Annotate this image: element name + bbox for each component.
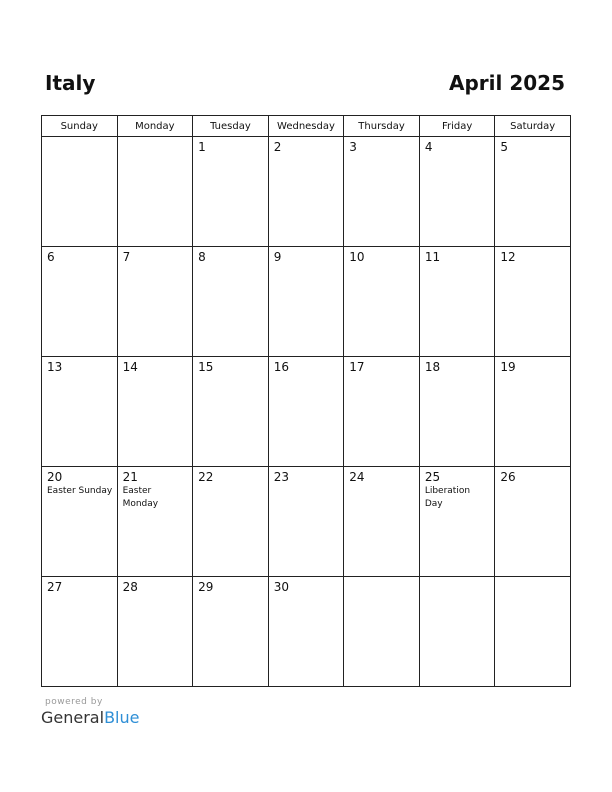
day-cell [419, 577, 495, 687]
day-cell [193, 577, 269, 687]
day-cell [419, 137, 495, 247]
powered-by-label: powered by [45, 697, 103, 707]
day-cell [193, 467, 269, 577]
day-cell [344, 467, 420, 577]
day-number: 19 [500, 360, 516, 374]
day-cell [495, 247, 571, 357]
day-cell [117, 247, 193, 357]
day-number: 22 [198, 470, 214, 484]
footer [41, 697, 139, 727]
day-number: 6 [47, 250, 55, 264]
week-row [42, 467, 571, 577]
day-number: 27 [47, 580, 63, 594]
day-cell [268, 357, 344, 467]
weekday-saturday: Saturday [495, 116, 571, 137]
weekday-header-row [42, 116, 571, 137]
day-cell [268, 467, 344, 577]
day-cell [193, 247, 269, 357]
day-cell [42, 577, 118, 687]
day-number: 7 [122, 250, 131, 264]
holiday-label: Liberation Day [424, 486, 471, 509]
day-number: 16 [273, 360, 289, 374]
day-cell [495, 577, 571, 687]
day-number: 26 [500, 470, 516, 484]
day-cell [42, 247, 118, 357]
day-cell [495, 467, 571, 577]
brand-logo [41, 708, 139, 727]
holiday-label: Easter Monday [122, 486, 159, 509]
week-row [42, 357, 571, 467]
day-number: 9 [273, 250, 282, 264]
day-number: 17 [349, 360, 365, 374]
brand-part-blue: Blue [104, 708, 140, 727]
weekday-sunday: Sunday [42, 116, 118, 137]
day-number: 15 [198, 360, 214, 374]
day-cell [419, 357, 495, 467]
day-number: 3 [349, 140, 357, 154]
day-cell [117, 357, 193, 467]
day-cell [495, 137, 571, 247]
day-cell [42, 467, 118, 577]
day-number: 20 [47, 470, 63, 484]
day-cell [117, 577, 193, 687]
weekday-thursday: Thursday [344, 116, 420, 137]
day-number: 11 [424, 250, 441, 264]
day-number: 30 [273, 580, 289, 594]
day-cell [419, 467, 495, 577]
day-number: 2 [273, 140, 282, 154]
weekday-friday: Friday [419, 116, 495, 137]
day-cell [268, 577, 344, 687]
day-number: 14 [122, 360, 138, 374]
day-cell [344, 137, 420, 247]
day-cell [268, 247, 344, 357]
day-number: 23 [273, 470, 289, 484]
day-cell [344, 577, 420, 687]
day-number: 10 [349, 250, 365, 264]
weekday-wednesday: Wednesday [268, 116, 344, 137]
week-row [42, 137, 571, 247]
day-number: 24 [349, 470, 365, 484]
month-title: April 2025 [449, 71, 565, 95]
day-cell [193, 137, 269, 247]
day-cell [344, 247, 420, 357]
brand-part-general: General [41, 708, 105, 727]
day-number: 18 [424, 360, 441, 374]
day-cell [495, 357, 571, 467]
day-number: 13 [47, 360, 63, 374]
day-cell [193, 357, 269, 467]
day-cell [117, 467, 193, 577]
day-cell [117, 137, 193, 247]
day-number: 8 [198, 250, 206, 264]
day-cell [419, 247, 495, 357]
day-number: 12 [500, 250, 516, 264]
day-cell [42, 137, 118, 247]
day-number: 21 [122, 470, 138, 484]
week-row [42, 247, 571, 357]
day-number: 1 [198, 140, 206, 154]
weekday-tuesday: Tuesday [193, 116, 269, 137]
weekday-monday: Monday [117, 116, 193, 137]
day-number: 29 [198, 580, 214, 594]
day-cell [268, 137, 344, 247]
calendar-grid [41, 115, 571, 687]
day-number: 28 [122, 580, 138, 594]
week-row [42, 577, 571, 687]
day-number: 4 [424, 140, 433, 154]
day-cell [344, 357, 420, 467]
country-title: Italy [45, 71, 96, 95]
holiday-label: Easter Sunday [47, 486, 113, 496]
day-number: 5 [500, 140, 509, 154]
day-cell [42, 357, 118, 467]
day-number: 25 [424, 470, 441, 484]
